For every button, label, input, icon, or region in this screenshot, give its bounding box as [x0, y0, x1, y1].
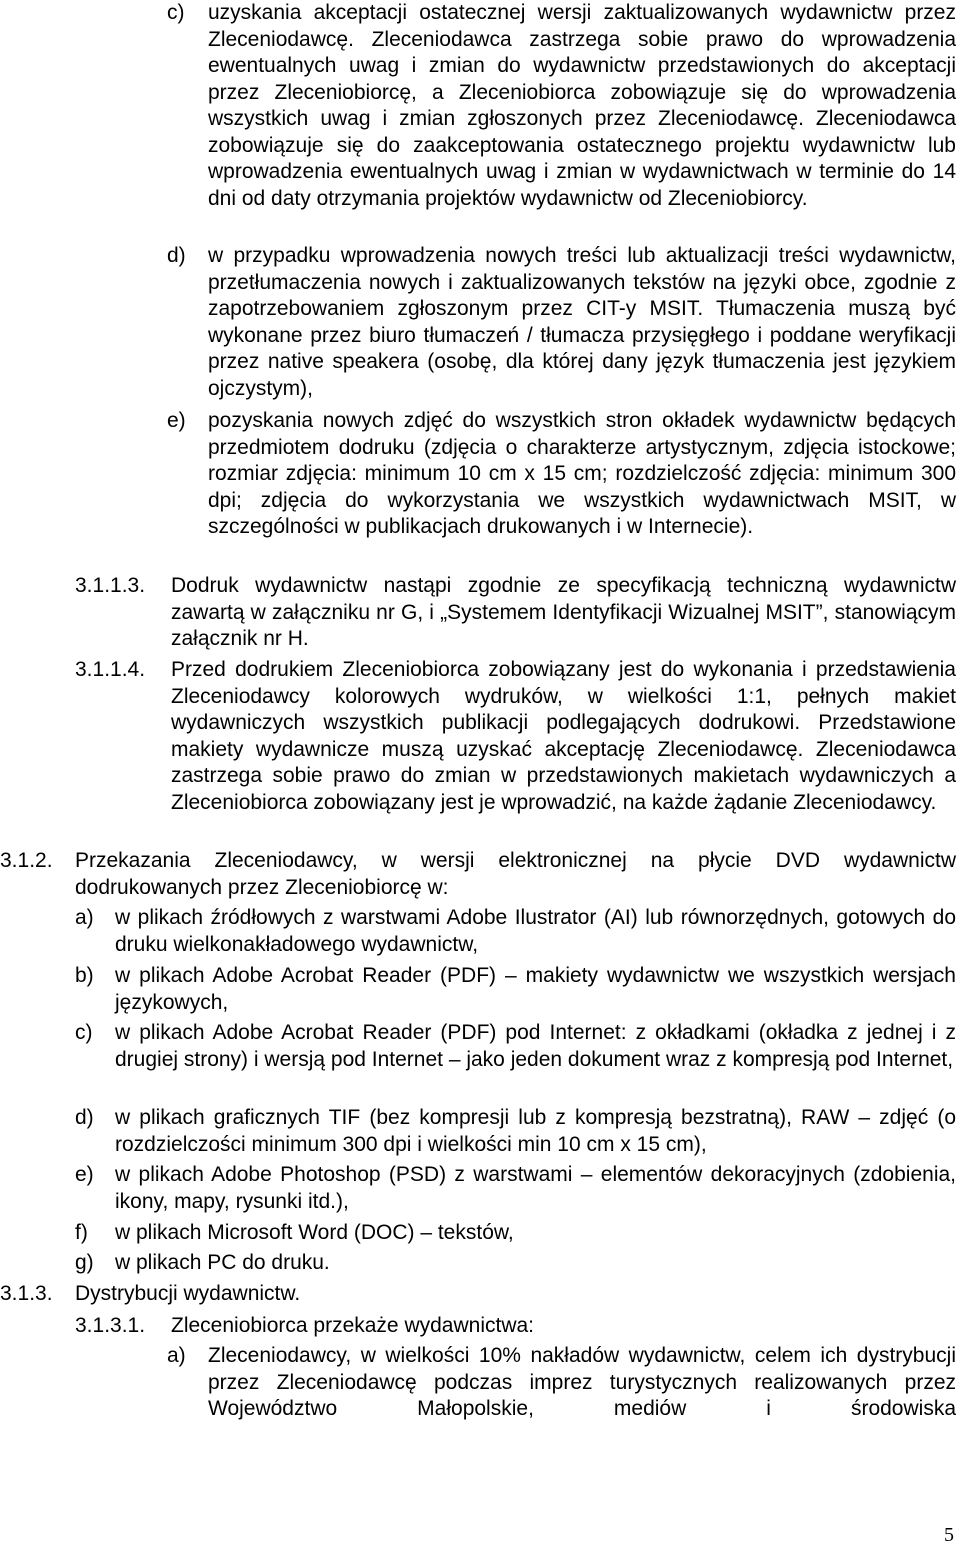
list-item-e-photos: [167, 408, 956, 541]
item-text: w przypadku wprowadzenia nowych treści lub aktualizacji treści wydawnictw, przetłumaczenia nowych i zaktualizowanych tekstów na języki obce, zgodnie z zapotrzebowaniem zgłoszonym przez CIT-y MSIT. Tłumaczenia muszą być wykonane przez biuro tłumaczeń / tłumacza przysięgłego i poddane weryfikacji przez native speakera (osobę, dla której dany język tłumaczenia jest językiem ojczystym),: [208, 244, 956, 400]
list-item-d-translations: [167, 243, 956, 402]
item-text: uzyskania akceptacji ostatecznej wersji zaktualizowanych wydawnictw przez Zleceniodawcę. Zleceniodawca zastrzega sobie prawo do wprowadzenia ewentualnych uwag i zmian do wydawnictw przedstawionych do akceptacji przez Zleceniobiorcę, a Zleceniobiorca zobowiązuje się do wprowadzenia wszystkich uwag i zmian zgłoszonych przez Zleceniodawcę. Zleceniodawca zobowiązuje się do zaakceptowania ostatecznego projektu wydawnictw lub wprowadzenia ewentualnych uwag i zmian w wydawnictwach w terminie do 14 dni od daty otrzymania projektów wydawnictw od Zleceniobiorcy.: [208, 1, 956, 210]
section-3-1-3: [0, 1281, 956, 1308]
list-item-g-pc: [75, 1250, 956, 1277]
item-label: c): [167, 1, 185, 24]
item-text: Zleceniodawcy, w wielkości 10% nakładów wydawnictw, celem ich dystrybucji przez Zleceniodawcę podczas imprez turystycznych realizowanych przez Województwo Małopolskie, mediów i środowiska: [208, 1344, 956, 1420]
section-number: 3.1.1.4.: [75, 658, 146, 681]
section-text: Przekazania Zleceniodawcy, w wersji elektronicznej na płycie DVD wydawnictw dodrukowanych przez Zleceniobiorcę w:: [75, 849, 956, 899]
section-number: 3.1.3.: [0, 1282, 53, 1305]
item-text: w plikach źródłowych z warstwami Adobe Ilustrator (AI) lub równorzędnych, gotowych do druku wielkonakładowego wydawnictw,: [115, 906, 956, 956]
item-text: w plikach PC do druku.: [115, 1251, 330, 1274]
section-3-1-2: [0, 848, 956, 901]
section-3-1-1-3: [75, 573, 956, 653]
section-text: Dystrybucji wydawnictw.: [75, 1282, 301, 1305]
section-text: Dodruk wydawnictw nastąpi zgodnie ze specyfikacją techniczną wydawnictw zawartą w załączniku nr G, i „Systemem Identyfikacji Wizualnej MSIT”, stanowiącym załącznik nr H.: [171, 574, 956, 650]
section-text: Zleceniobiorca przekaże wydawnictwa:: [171, 1314, 534, 1337]
item-label: f): [75, 1221, 88, 1244]
item-text: w plikach Adobe Acrobat Reader (PDF) – makiety wydawnictw we wszystkich wersjach językowych,: [115, 964, 956, 1014]
section-3-1-1-4: [75, 657, 956, 816]
item-label: e): [75, 1163, 94, 1186]
list-item-b-pdf: [75, 963, 956, 1016]
item-label: a): [167, 1344, 186, 1367]
section-text: Przed dodrukiem Zleceniobiorca zobowiązany jest do wykonania i przedstawienia Zleceniodawcy kolorowych wydruków, w wielkości 1:1, pełnych makiet wydawniczych wszystkich publikacji podlegających dodrukowi. Przedstawione makiety wydawnicze muszą uzyskać akceptację Zleceniodawcę. Zleceniodawca zastrzega sobie prawo do zmian w przedstawionych makietach wydawniczych a Zleceniobiorca zobowiązany jest je wprowadzić, na każde żądanie Zleceniodawcy.: [171, 658, 956, 814]
item-label: a): [75, 906, 94, 929]
section-number: 3.1.2.: [0, 849, 53, 872]
item-text: w plikach Adobe Photoshop (PSD) z warstwami – elementów dekoracyjnych (zdobienia, ikony, mapy, rysunki itd.),: [115, 1163, 956, 1213]
section-number: 3.1.1.3.: [75, 574, 146, 597]
item-label: g): [75, 1251, 94, 1274]
list-item-e-psd: [75, 1162, 956, 1215]
item-text: pozyskania nowych zdjęć do wszystkich stron okładek wydawnictw będących przedmiotem dodruku (zdjęcia o charakterze artystycznym, zdjęcia istockowe; rozmiar zdjęcia: minimum 10 cm x 15 cm; rozdzielczość zdjęcia: minimum 300 dpi; zdjęcia do wykorzystania we wszystkich wydawnictwach MSIT, w szczególności w publikacjach drukowanych i w Internecie).: [208, 409, 956, 538]
list-item-a-distribution: [167, 1343, 956, 1423]
list-item-a-ai: [75, 905, 956, 958]
section-3-1-3-1: [75, 1313, 956, 1340]
list-item-c-acceptance: [167, 0, 956, 212]
item-text: w plikach Adobe Acrobat Reader (PDF) pod Internet: z okładkami (okładka z jednej i z drugiej strony) i wersją pod Internet – jako jeden dokument wraz z kompresją pod Internet,: [115, 1021, 956, 1071]
item-label: d): [75, 1106, 94, 1129]
item-label: d): [167, 244, 186, 267]
item-label: e): [167, 409, 186, 432]
list-item-f-doc: [75, 1220, 956, 1247]
list-item-d-tif: [75, 1105, 956, 1158]
item-text: w plikach Microsoft Word (DOC) – tekstów,: [115, 1221, 514, 1244]
item-label: b): [75, 964, 94, 987]
section-number: 3.1.3.1.: [75, 1314, 146, 1337]
item-label: c): [75, 1021, 93, 1044]
page-number: 5: [944, 1524, 954, 1546]
item-text: w plikach graficznych TIF (bez kompresji lub z kompresją bezstratną), RAW – zdjęć (o rozdzielczości minimum 300 dpi i wielkości min 10 cm x 15 cm),: [115, 1106, 956, 1156]
list-item-c-pdf-internet: [75, 1020, 956, 1073]
